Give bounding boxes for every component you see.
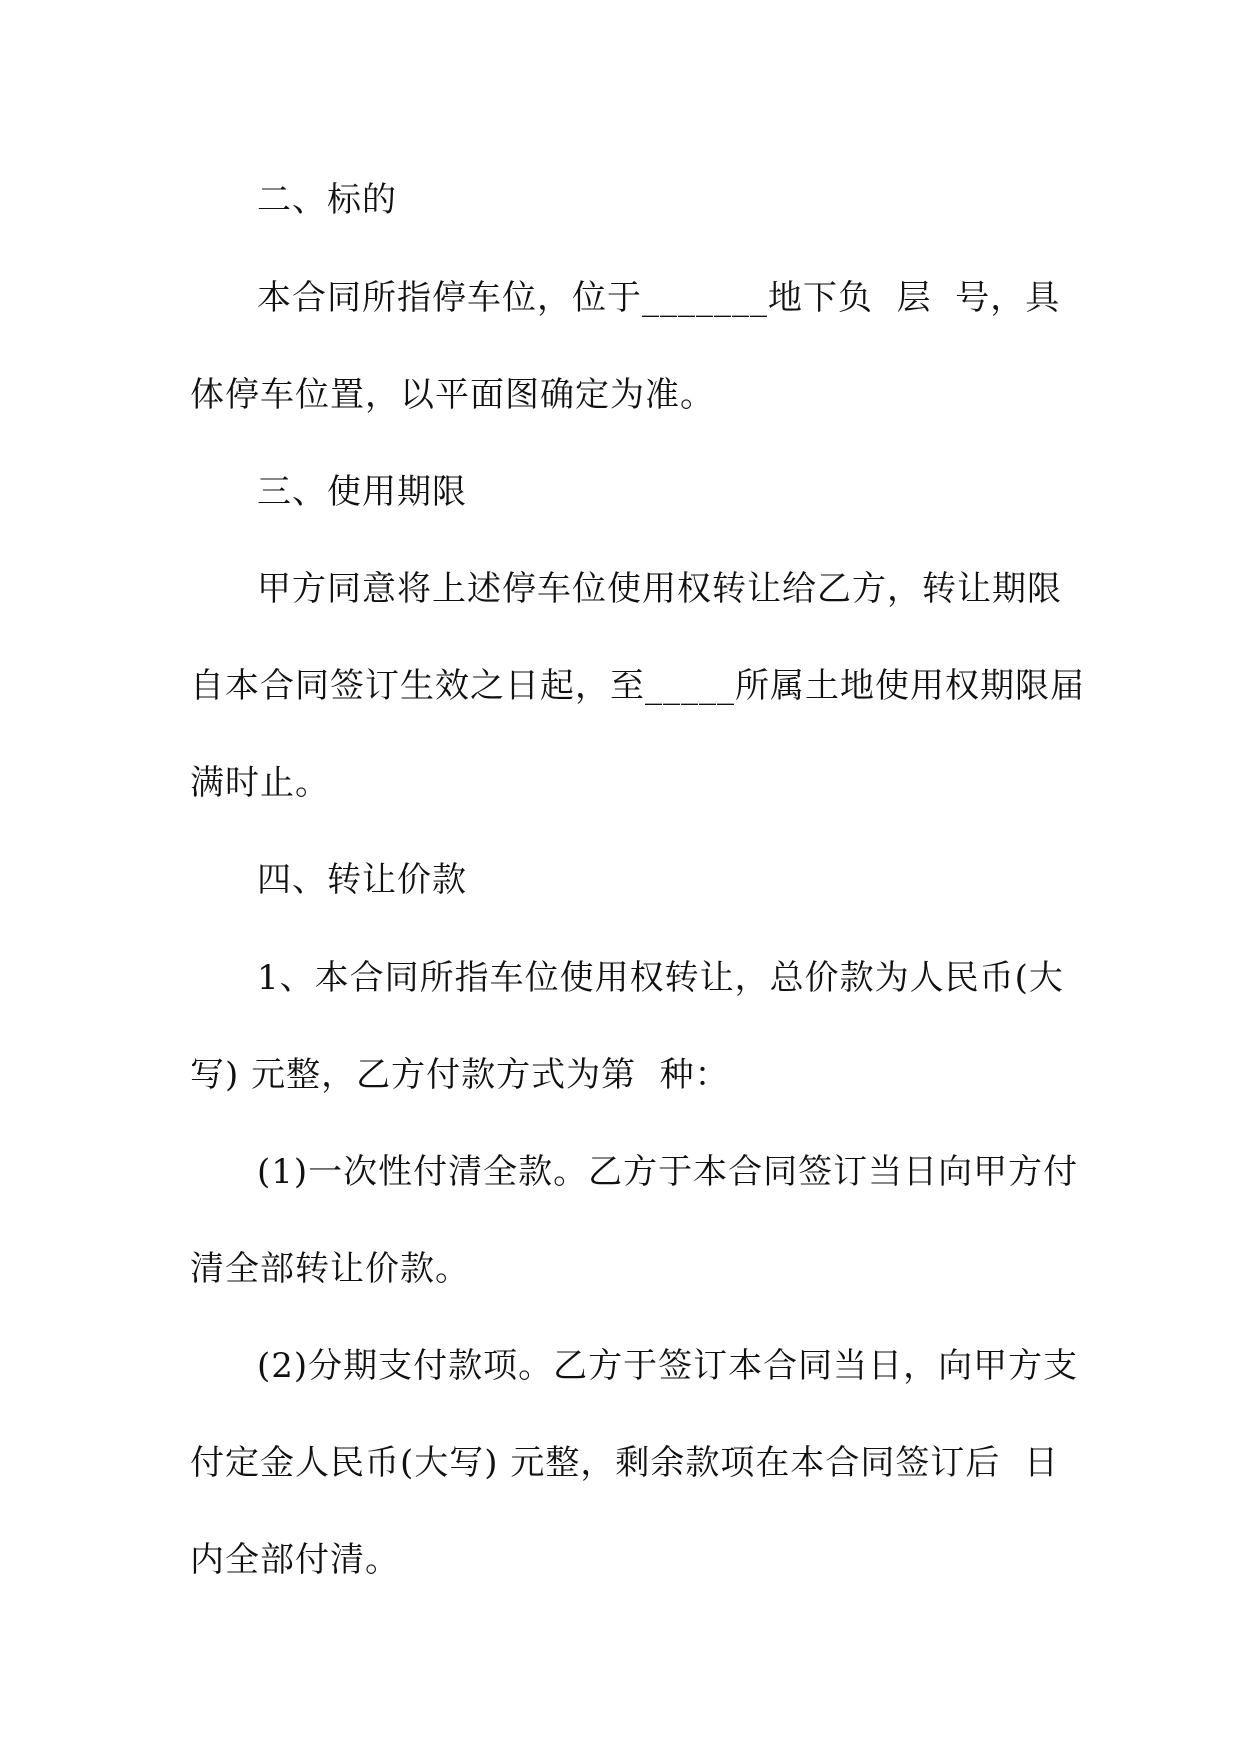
paragraph-line: 付定金人民币(大写) 元整，剩余款项在本合同签订后 日 [190,1443,1059,1483]
paragraph-line: 1、本合同所指车位使用权转让，总价款为人民币(大 [257,958,1064,998]
paragraph-line: 清全部转让价款。 [190,1249,470,1289]
section-heading-term: 三、使用期限 [257,472,467,512]
section-heading-subject: 二、标的 [257,180,397,220]
paragraph-line: 本合同所指停车位，位于_______地下负 层 号，具 [257,278,1061,318]
paragraph-line: 写) 元整，乙方付款方式为第 种： [190,1055,730,1095]
paragraph-line: (2)分期支付款项。乙方于签订本合同当日，向甲方支 [257,1346,1079,1386]
paragraph-line: 体停车位置，以平面图确定为准。 [190,375,715,415]
paragraph-line: 满时止。 [190,763,330,803]
paragraph-line: 自本合同签订生效之日起，至_____所属土地使用权期限届 [190,666,1085,706]
paragraph-line: 甲方同意将上述停车位使用权转让给乙方，转让期限 [257,569,1062,609]
section-heading-price: 四、转让价款 [257,860,467,900]
paragraph-line: (1)一次性付清全款。乙方于本合同签订当日向甲方付 [257,1152,1079,1192]
paragraph-line: 内全部付清。 [190,1540,400,1580]
